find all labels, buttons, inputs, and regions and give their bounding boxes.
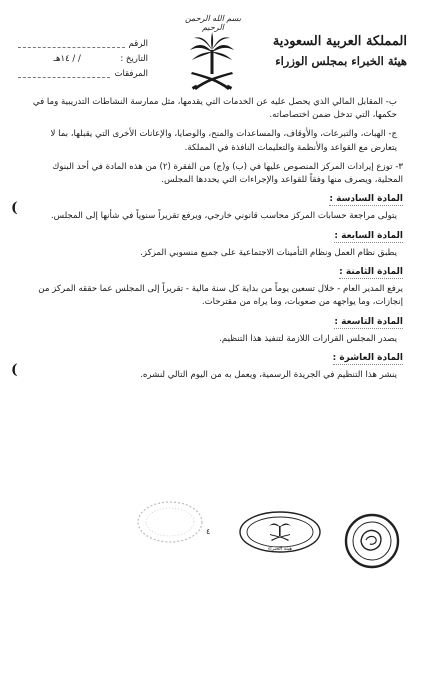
margin-bracket-mark: ( [11,200,18,216]
paragraph-3: ٣- توزع إيرادات المركز المنصوص عليها في (ب) و(ج) من الفقرة (٢) من هذه المادة في أحد البنوك المحلية، ويصرف منها وفقاً للقواعد والإجراءات التي يحددها المجلس. [52,161,403,186]
palm-swords-emblem-icon [188,30,236,94]
date-value: / / ١٤هـ [53,53,81,64]
kingdom-title: المملكة العربية السعودية [272,34,407,49]
article-8-title: المادة الثامنة : [339,267,403,278]
attachments-label: المرفقات [114,68,148,79]
paragraph-b: ب- المقابل المالي الذي يحصل عليه عن الخدمات التي يقدمها، مثل ممارسة النشاطات التدريبية وما في حكمها، التي تدخل ضمن اختصاصاته. [32,97,397,121]
article-7-text: يطبق نظام العمل ونظام التأمينات الاجتماعية على جميع منسوبي المركز. [140,247,397,258]
department-title: هيئة الخبراء بمجلس الوزراء [275,54,407,68]
document-body [22,96,403,388]
attachments-line [18,69,110,78]
number-label: الرقم [128,38,148,49]
basmala: بسم الله الرحمن الرحيم [184,14,242,32]
number-line [18,39,125,48]
stamp-palm-icon [269,524,291,542]
article-8-text: يرفع المدير العام - خلال تسعين يوماً من بداية كل سنة مالية - تقريراً إلى المجلس عما حققه المركز من إنجازات، وما يواجهه من صعوبات، وما يراه من مقترحات. [38,284,403,308]
article-9-text: يصدر المجلس القرارات اللازمة لتنفيذ هذا التنظيم. [219,333,397,344]
article-10-text: ينشر هذا التنظيم في الجريدة الرسمية، ويعمل به من اليوم التالي لنشره. [140,370,397,381]
paragraph-c: ج- الهبات، والتبرعات، والأوقاف، والمساعدات والمنح، والوصايا، والإعانات الأخرى التي يقبلها، بما لا يتعارض مع القواعد والأنظمة والتعليمات النافذة في المملكة. [50,129,397,153]
page-number: ٤ [206,527,211,536]
article-9-title: المادة التاسعة : [334,316,403,327]
official-seal-stamp [238,510,322,554]
article-10-title: المادة العاشرة : [332,353,403,364]
faded-oval-stamp [136,500,204,544]
article-7-title: المادة السابعة : [334,230,403,241]
article-6-title: المادة السادسة : [329,194,403,205]
reference-fields [18,36,148,81]
attachments-field [18,66,148,81]
stamp-center-text: هيئة الخبراء [267,546,293,552]
circular-seal-stamp [344,512,400,570]
date-field [18,51,148,66]
article-6-text: يتولى مراجعة حسابات المركز محاسب قانوني خارجي، ويرفع تقريراً سنوياً في شأنها إلى المجلس. [50,211,397,222]
date-label: التاريخ : [120,53,148,64]
number-field [18,36,148,51]
margin-bracket-mark: ( [11,362,18,378]
